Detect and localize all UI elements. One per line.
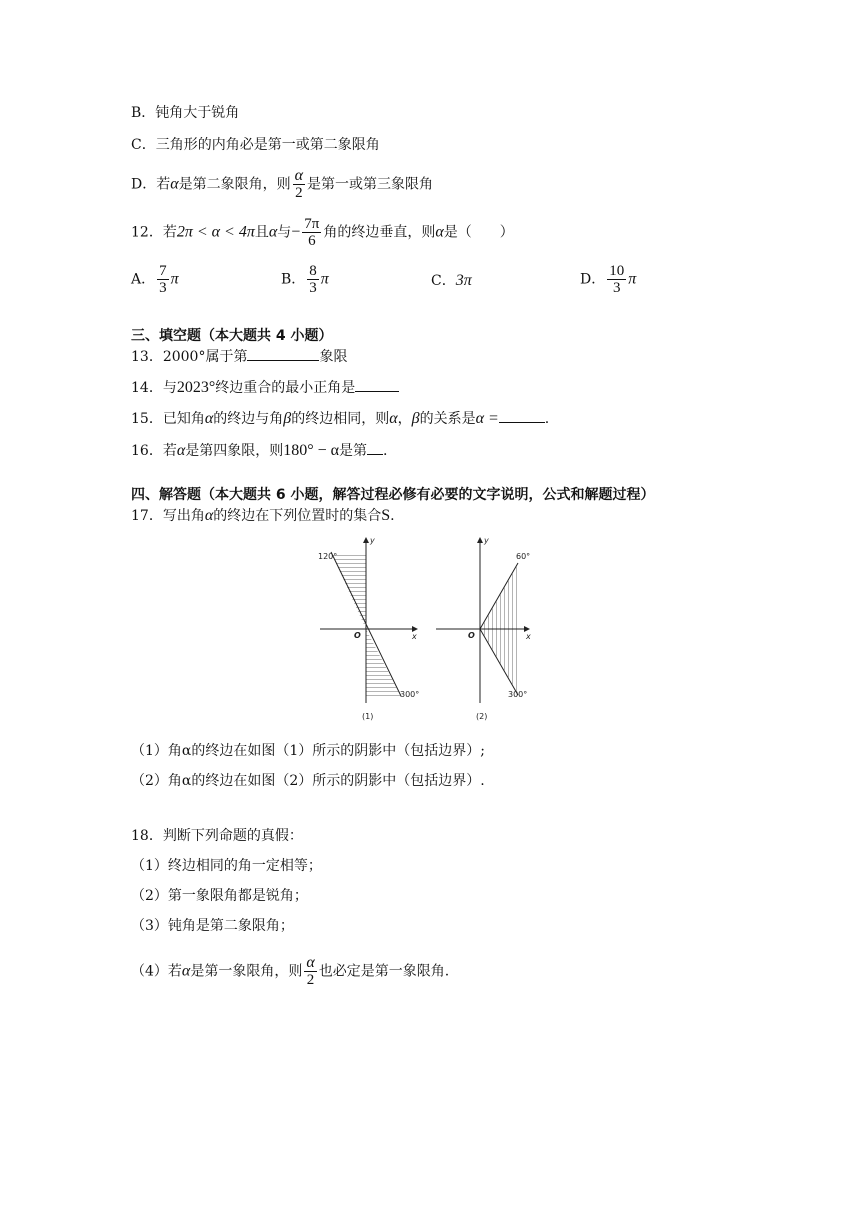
frac-den: 3 — [309, 280, 317, 296]
frac-num: α — [294, 167, 304, 184]
q18-part-1: （1）终边相同的角一定相等； — [131, 858, 322, 874]
q15-text: 的终边相同，则 — [291, 411, 390, 427]
q15-text: 的终边与角 — [213, 411, 284, 427]
q15-text: ， — [397, 411, 412, 427]
option-fraction — [157, 263, 169, 296]
q18-part-2: （2）第一象限角都是锐角； — [131, 888, 308, 904]
q18-4-text: 是第一象限角，则 — [190, 963, 303, 980]
option-fraction — [607, 263, 626, 296]
alpha-over-2-fraction — [293, 168, 305, 201]
q12-option-d — [580, 263, 636, 296]
alpha-symbol: α — [389, 410, 398, 427]
q17-stem — [131, 507, 395, 525]
angle-label-bottom: 300° — [400, 690, 420, 699]
alpha-symbol: α — [176, 442, 186, 459]
option-label: B． — [281, 271, 306, 288]
q17-part-2: （2）角α的终边在如图（2）所示的阴影中（包括边界）. — [131, 773, 485, 789]
set-symbol: S — [381, 507, 391, 524]
q14-prefix: 14．与 — [131, 380, 177, 396]
q15-text: 的关系是 — [419, 411, 476, 427]
q18-stem: 18．判断下列命题的真假： — [131, 828, 303, 844]
q17-text: 的终边在下列位置时的集合 — [213, 508, 382, 524]
alpha-over-2-fraction — [304, 955, 316, 988]
beta-symbol: β — [411, 410, 420, 427]
q12-mid3: 角的终边垂直，则 — [323, 224, 436, 241]
q13 — [131, 346, 347, 366]
alpha-symbol: α — [435, 223, 444, 241]
answer-blank — [247, 346, 319, 361]
angle-label-bottom: 300° — [508, 690, 528, 699]
figure-caption: (1) — [362, 712, 374, 721]
q16 — [131, 440, 388, 460]
x-label: x — [412, 632, 417, 641]
q16-text: 是第四象限，则 — [185, 443, 284, 459]
section3-title: 三、填空题（本大题共 4 小题） — [131, 328, 333, 344]
frac-den: 2 — [306, 972, 315, 988]
q18-4-text: （4）若 — [131, 963, 182, 980]
q12-suffix: 是（ ） — [443, 224, 514, 241]
answer-blank — [367, 440, 383, 455]
figure-caption: (2) — [476, 712, 488, 721]
q15-text: . — [544, 411, 550, 427]
answer-blank — [355, 377, 399, 392]
frac-num: 7π — [304, 216, 320, 232]
frac-num: 8 — [309, 263, 317, 279]
section4-title: 四、解答题（本大题共 6 小题，解答过程必修有必要的文字说明，公式和解题过程） — [131, 487, 655, 503]
q11-option-d — [131, 168, 433, 201]
beta-symbol: β — [283, 410, 292, 427]
q16-text: . — [383, 443, 388, 459]
q16-expression: 180° − α — [283, 442, 340, 459]
q17-text: 17．写出角 — [131, 508, 205, 524]
origin-label: O — [468, 631, 475, 640]
x-label: x — [526, 632, 531, 641]
y-axis-arrow-icon — [477, 537, 483, 543]
q14 — [131, 377, 399, 397]
alpha-symbol: α — [170, 175, 179, 193]
option-label: A． — [131, 271, 156, 288]
pi-symbol: π — [170, 270, 179, 288]
q17-part-1: （1）角α的终边在如图（1）所示的阴影中（包括边界）; — [131, 743, 485, 759]
alpha-symbol: α — [181, 962, 191, 980]
pi-symbol: π — [320, 270, 329, 288]
q13-prefix: 13．2000°属于第 — [131, 349, 248, 365]
q12-option-a — [131, 263, 179, 296]
origin-label: O — [354, 631, 361, 640]
figure-1-diagram — [310, 535, 430, 725]
angle-label-top: 120° — [318, 552, 338, 561]
q16-text: 16．若 — [131, 443, 177, 459]
option-value: 3π — [455, 272, 472, 289]
neg-sign: − — [291, 223, 301, 241]
q11-option-c: C．三角形的内角必是第一或第二象限角 — [131, 137, 380, 153]
answer-blank — [499, 408, 545, 423]
q12-prefix: 12．若 — [131, 224, 177, 241]
alpha-symbol: α — [268, 223, 278, 241]
q12-mid2: 与 — [277, 224, 292, 241]
option-label: D． — [580, 271, 606, 288]
q14-suffix: 终边重合的最小正角是 — [215, 380, 356, 396]
figure-2-diagram — [428, 535, 548, 725]
q12-mid1: 且 — [254, 224, 269, 241]
alpha-symbol: α — [204, 410, 214, 427]
q15 — [131, 408, 549, 428]
q18-part-4 — [131, 955, 449, 988]
q12-option-b — [281, 263, 329, 296]
q15-expression: α = — [475, 410, 499, 427]
q12-stem — [131, 216, 514, 249]
frac-num: 10 — [609, 263, 625, 279]
q15-text: 15．已知角 — [131, 411, 205, 427]
q13-suffix: 象限 — [319, 349, 348, 365]
q11-d-mid: 是第二象限角，则 — [178, 176, 291, 193]
q11-d-prefix: D．若 — [131, 176, 171, 193]
q11-d-suffix: 是第一或第三象限角 — [307, 176, 434, 193]
alpha-symbol: α — [204, 507, 214, 524]
q12-option-c — [431, 270, 472, 290]
q17-text: . — [390, 508, 395, 524]
q12-condition: 2π < α < 4π — [176, 223, 255, 241]
frac-num: 7 — [159, 263, 167, 279]
pi-symbol: π — [628, 270, 637, 288]
y-label: y — [484, 536, 489, 545]
frac-den: 2 — [295, 185, 303, 201]
frac-den: 3 — [159, 280, 167, 296]
q12-fraction — [302, 216, 321, 249]
q18-4-text: 也必定是第一象限角. — [318, 963, 450, 980]
frac-num: α — [306, 954, 315, 971]
q16-text: 是第 — [339, 443, 368, 459]
option-label: C． — [431, 273, 456, 289]
option-fraction — [307, 263, 319, 296]
frac-den: 3 — [612, 280, 621, 296]
frac-den: 6 — [308, 233, 316, 249]
y-label: y — [370, 536, 375, 545]
q11-option-b: B．钝角大于锐角 — [131, 105, 240, 121]
angle-label-top: 60° — [516, 552, 531, 561]
q14-value: 2023° — [176, 379, 216, 396]
y-axis-arrow-icon — [363, 537, 369, 543]
q18-part-3: （3）钝角是第二象限角； — [131, 918, 294, 934]
